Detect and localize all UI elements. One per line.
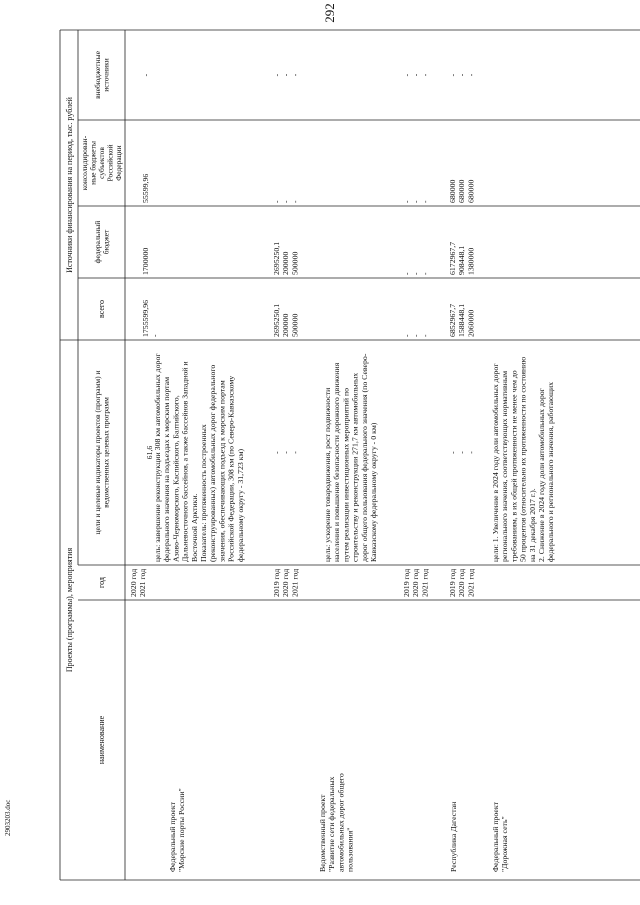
row-goal-value: - [272,451,281,454]
row-federal: - [411,272,421,275]
header-col-total: всего [97,299,106,319]
row-total: - [402,334,411,337]
row-regional: - [402,200,411,203]
row-goal-text: (реконструированных) автомобильных дорог федерального [208,364,218,562]
row-regional: 55599,96 [141,173,150,203]
row-total: 1588448,1 [457,303,467,337]
row-goal-text: дорог общего пользования федерального значения (по Северо- [359,353,369,562]
row-total: 6852967,7 [448,303,457,337]
row-regional: - [411,200,421,203]
row-goal-text: федеральному округу - 31,723 км) [235,448,245,562]
row-goal-text: 2. Снижение в 2024 году доли автомобильных дорог [537,388,546,562]
row-name: Федеральный проект [168,802,177,872]
row-year: 2019 год [402,568,411,597]
row-offbudget: - [420,73,430,77]
row-year: 2021 год [138,568,148,597]
row-regional: 680000 [466,179,476,203]
row-goal-text: требованиям, в их общей протяженности не менее чем до [509,370,519,562]
row-goal-text: Азово-Черноморского, Каспийского, Балтийского, [171,395,181,562]
row-total: 2695250,1 [272,303,281,337]
row-goal-text: Кавказскому федеральному округу - 0 км) [369,422,378,562]
row-federal: 500000 [290,251,300,275]
row-year: 2020 год [457,568,467,597]
row-goal-text: населения и повышение безопасности дорожного движения [332,362,342,562]
row-total: 500000 [290,313,300,337]
row-goal-value: - [457,451,467,454]
header-col-goals-line: ведомственных целевых программ [101,397,111,508]
row-goal-text: цель: ускорение товародвижения, рост подвижности [323,387,332,562]
row-goal-text: Российской Федерации, 308 км (по Северо-Кавказскому [226,375,236,562]
page-number: 292 [322,3,337,23]
row-goal-value: - [290,451,300,454]
header-group-finance: Источники финансирования на период, тыс. рублей [65,97,74,273]
row-name: Федеральный проект [491,802,500,872]
row-regional: 680000 [448,179,457,203]
row-goal-text: регионального значения, соответствующих нормативным [500,370,510,562]
table [60,30,640,880]
row-total: 1755599,96 [141,299,150,337]
row-total: 2060000 [466,309,476,337]
header-col-regional-line: Российской [105,144,115,182]
row-goal-text: Восточной Арктики. [189,493,199,562]
header-group-projects: Проекты (программы), мероприятия [65,547,74,673]
row-federal: 1380000 [466,247,476,275]
row-goal-value: - [281,451,291,454]
row-goal-text: федерального и регионального значения, работающих [546,381,556,562]
row-offbudget: - [411,73,421,77]
row-federal: 2695250,1 [272,241,281,275]
row-offbudget: - [448,73,457,77]
row-regional: - [420,200,430,203]
header-col-regional-line: Федерации [114,145,123,181]
row-name: пользования" [345,827,355,872]
header-col-regional-line: субъектов [97,147,106,179]
header-col-regional-line: консолидирован- [80,135,89,191]
row-federal: 908448,1 [457,245,467,275]
row-regional: - [281,200,291,203]
row-goal-text: цели: 1. Увеличение в 2024 году доли автомобильных дорог [491,363,500,562]
row-federal: - [420,272,430,275]
header-col-federal-line: федеральный [92,220,102,264]
row-name: Ведомственный проект [318,794,327,872]
header-col-regional-line: ные бюджеты [88,141,98,185]
header-col-year: год [97,577,106,588]
row-year: 2021 год [466,568,476,597]
row-goal-text: Дальневосточного бассейнов, а также бассейнов Западной и [180,361,190,562]
header-col-offbudget-line: источники [101,58,111,92]
row-goal-text: 50 процентов (относительно их протяженности по состоянию [518,356,528,562]
header-col-goals-line: цели и целевые индикаторы проектов (программ) и [92,370,102,535]
row-year: 2020 год [411,568,421,597]
row-name: "Дорожная сеть" [500,816,510,872]
row-goal-text: федерального значения на подъездах к морским портам [162,376,172,562]
row-goal-value: - [466,451,476,454]
row-goal-text: цель: завершение реконструкции 308 км автомобильных дорог [153,353,162,562]
row-federal: 1700000 [141,247,150,275]
row-offbudget: - [457,73,467,77]
row-offbudget: - [290,73,300,77]
header-col-federal-line: бюджет [101,229,111,255]
row-federal: - [402,272,411,275]
row-year: 2021 год [420,568,430,597]
row-year: 2021 год [290,568,300,597]
row-offbudget: - [466,73,476,77]
row-total: - [420,334,430,337]
row-name: автомобильных дорог общего [336,773,346,872]
header-col-offbudget-line: внебюджетные [92,51,102,99]
row-regional: - [272,200,281,203]
row-goal-text: Показатель: протяженность построенных [199,424,208,562]
row-goal-value: - [448,451,457,454]
row-federal: 6172967,7 [448,241,457,275]
row-year: 2020 год [129,568,138,597]
row-goal-text: значения, обеспечивающих подъезд к морским портам [217,380,227,562]
row-goal-text: строительству и реконструкции 271,7 км автомобильных [350,372,360,562]
row-total: 200000 [281,313,291,337]
row-total: - [150,334,160,337]
row-offbudget: - [402,73,411,77]
row-goal-text: путем реализации инвестиционных мероприятий по [341,387,351,562]
row-regional: 680000 [457,179,467,203]
header-col-name: наименование [97,715,106,765]
row-offbudget: - [281,73,291,77]
row-regional: - [290,200,300,203]
row-offbudget: - [141,73,150,77]
row-year: 2020 год [281,568,291,597]
row-name: "Морские порты России" [177,788,187,872]
row-name: Республика Дагестан [449,801,458,872]
row-total: - [411,334,421,337]
row-goal-value: 61,6 [145,445,154,460]
row-year: 2019 год [448,568,457,597]
row-year: 2019 год [272,568,281,597]
row-name: "Развитие сети федеральных [327,776,337,872]
row-offbudget: - [272,73,281,77]
row-federal: 200000 [281,251,291,275]
footer-code: 2903203.doc [4,799,12,836]
row-goal-text: на 31 декабря 2017 г.). [527,488,537,562]
